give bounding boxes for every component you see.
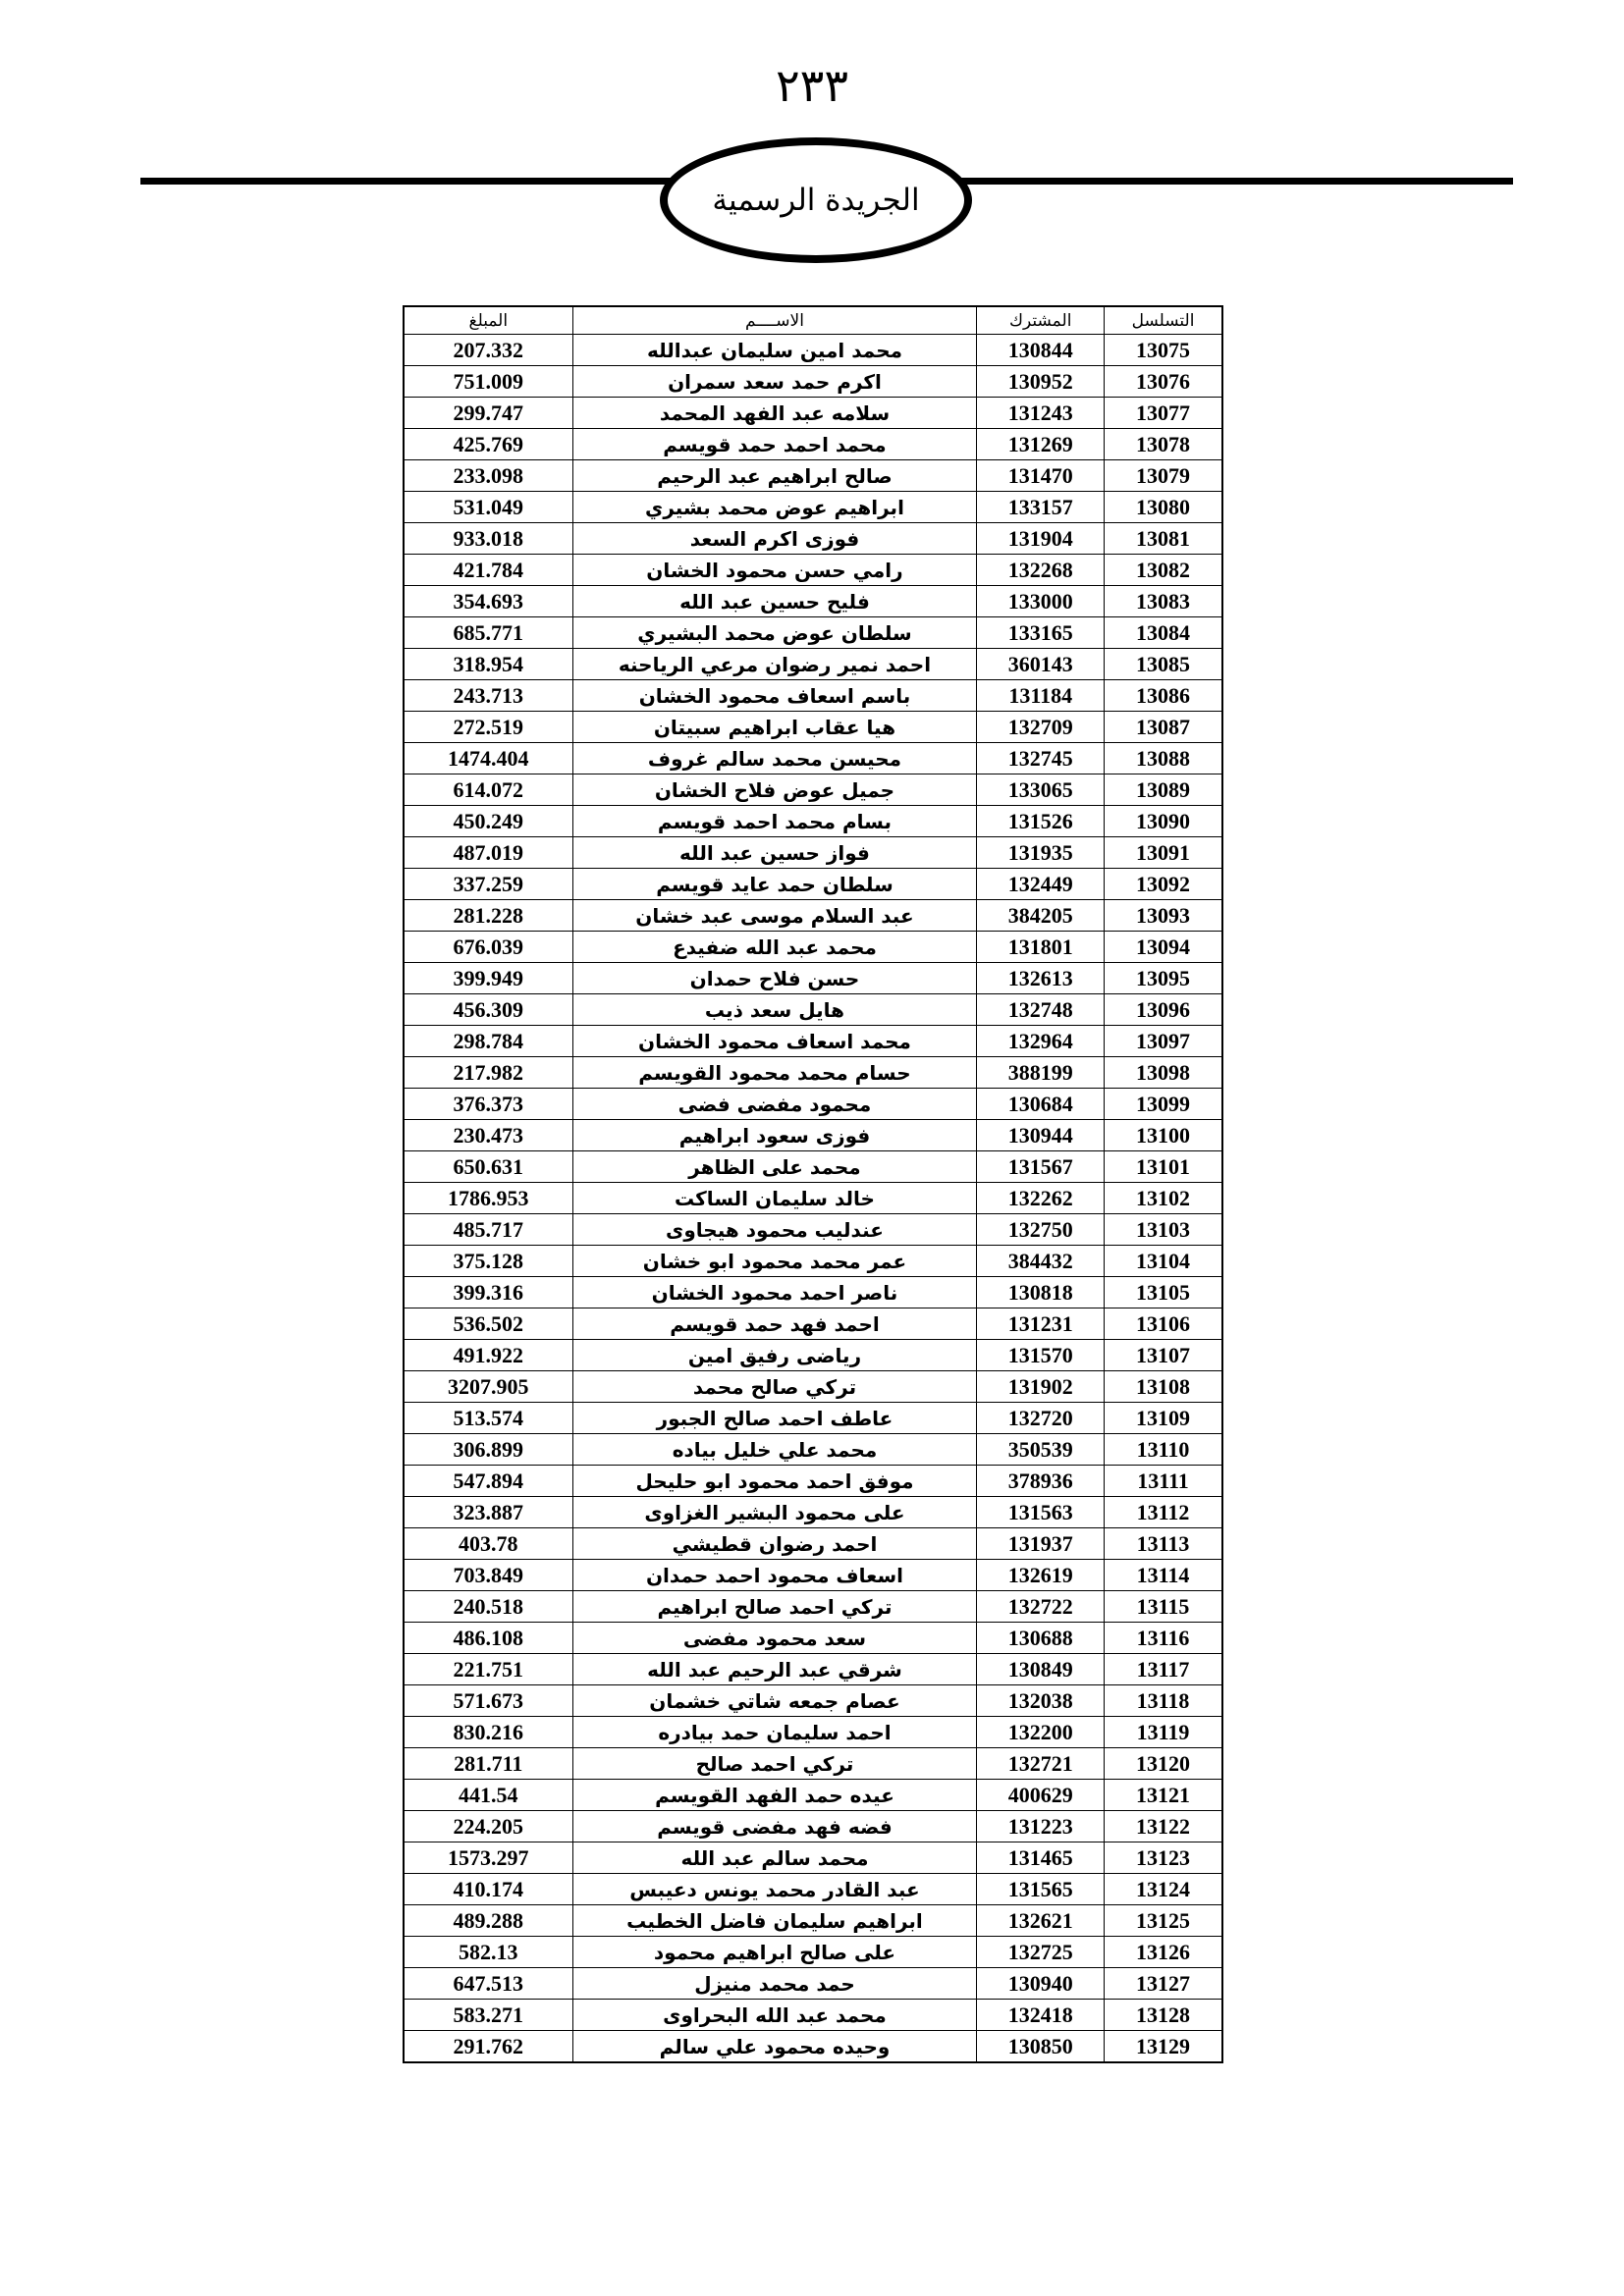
amount-cell: 281.711 xyxy=(404,1748,572,1780)
table-row xyxy=(404,1120,1222,1151)
amount-cell: 487.019 xyxy=(404,837,572,869)
subscriber-cell: 132621 xyxy=(977,1905,1105,1937)
serial-cell: 13083 xyxy=(1105,586,1222,617)
subscriber-cell: 132725 xyxy=(977,1937,1105,1968)
serial-cell: 13077 xyxy=(1105,398,1222,429)
subscriber-cell: 132709 xyxy=(977,712,1105,743)
subscriber-cell: 378936 xyxy=(977,1466,1105,1497)
subscriber-cell: 133165 xyxy=(977,617,1105,649)
serial-cell: 13086 xyxy=(1105,680,1222,712)
subscriber-cell: 132722 xyxy=(977,1591,1105,1623)
table-row xyxy=(404,837,1222,869)
name-cell: عاطف احمد صالح الجبور xyxy=(572,1403,977,1434)
name-cell: اكرم حمد سعد سمران xyxy=(572,366,977,398)
table-row xyxy=(404,1874,1222,1905)
serial-cell: 13097 xyxy=(1105,1026,1222,1057)
serial-cell: 13118 xyxy=(1105,1685,1222,1717)
amount-cell: 536.502 xyxy=(404,1308,572,1340)
name-cell: فواز حسين عبد الله xyxy=(572,837,977,869)
subscriber-cell: 132720 xyxy=(977,1403,1105,1434)
serial-cell: 13089 xyxy=(1105,774,1222,806)
table-row xyxy=(404,963,1222,994)
serial-cell: 13098 xyxy=(1105,1057,1222,1089)
serial-cell: 13110 xyxy=(1105,1434,1222,1466)
serial-cell: 13125 xyxy=(1105,1905,1222,1937)
table-row xyxy=(404,1026,1222,1057)
subscriber-cell: 132964 xyxy=(977,1026,1105,1057)
amount-cell: 375.128 xyxy=(404,1246,572,1277)
table-row xyxy=(404,1528,1222,1560)
serial-cell: 13109 xyxy=(1105,1403,1222,1434)
amount-cell: 291.762 xyxy=(404,2031,572,2063)
name-cell: فضه فهد مفضى قويسم xyxy=(572,1811,977,1842)
amount-cell: 1786.953 xyxy=(404,1183,572,1214)
subscriber-cell: 131565 xyxy=(977,1874,1105,1905)
amount-cell: 547.894 xyxy=(404,1466,572,1497)
serial-cell: 13123 xyxy=(1105,1842,1222,1874)
name-cell: تركي احمد صالح ابراهيم xyxy=(572,1591,977,1623)
table-row xyxy=(404,617,1222,649)
subscriber-cell: 132721 xyxy=(977,1748,1105,1780)
subscriber-cell: 131902 xyxy=(977,1371,1105,1403)
serial-cell: 13127 xyxy=(1105,1968,1222,2000)
column-header-amount: المبلغ xyxy=(404,306,572,335)
amount-cell: 337.259 xyxy=(404,869,572,900)
table-row xyxy=(404,1497,1222,1528)
subscriber-cell: 131223 xyxy=(977,1811,1105,1842)
name-cell: رامي حسن محمود الخشان xyxy=(572,555,977,586)
amount-cell: 647.513 xyxy=(404,1968,572,2000)
serial-cell: 13090 xyxy=(1105,806,1222,837)
name-cell: اسعاف محمود احمد حمدان xyxy=(572,1560,977,1591)
name-cell: حسن فلاح حمدان xyxy=(572,963,977,994)
name-cell: تركي احمد صالح xyxy=(572,1748,977,1780)
serial-cell: 13085 xyxy=(1105,649,1222,680)
serial-cell: 13084 xyxy=(1105,617,1222,649)
serial-cell: 13091 xyxy=(1105,837,1222,869)
name-cell: سلطان عوض محمد البشيري xyxy=(572,617,977,649)
name-cell: عمر محمد محمود ابو خشان xyxy=(572,1246,977,1277)
table-row xyxy=(404,1591,1222,1623)
amount-cell: 306.899 xyxy=(404,1434,572,1466)
table-row xyxy=(404,1089,1222,1120)
table-row xyxy=(404,806,1222,837)
name-cell: هيا عقاب ابراهيم سبيتان xyxy=(572,712,977,743)
table-row xyxy=(404,994,1222,1026)
name-cell: فوزى سعود ابراهيم xyxy=(572,1120,977,1151)
amount-cell: 650.631 xyxy=(404,1151,572,1183)
serial-cell: 13115 xyxy=(1105,1591,1222,1623)
subscriber-cell: 130684 xyxy=(977,1089,1105,1120)
page-number: ٢٣٣ xyxy=(775,59,849,112)
serial-cell: 13088 xyxy=(1105,743,1222,774)
name-cell: محمد احمد حمد قويسم xyxy=(572,429,977,460)
name-cell: محمد سالم عبد الله xyxy=(572,1842,977,1874)
amount-cell: 243.713 xyxy=(404,680,572,712)
table-row xyxy=(404,1717,1222,1748)
amount-cell: 221.751 xyxy=(404,1654,572,1685)
amount-cell: 614.072 xyxy=(404,774,572,806)
subscriber-cell: 130849 xyxy=(977,1654,1105,1685)
name-cell: محمد عبد الله البحراوى xyxy=(572,2000,977,2031)
name-cell: حمد محمد منيزل xyxy=(572,1968,977,2000)
table-row xyxy=(404,932,1222,963)
table-header-row xyxy=(404,306,1222,335)
table-row xyxy=(404,1434,1222,1466)
amount-cell: 450.249 xyxy=(404,806,572,837)
name-cell: وحيده محمود علي سالم xyxy=(572,2031,977,2063)
table-row xyxy=(404,743,1222,774)
subscriber-cell: 131465 xyxy=(977,1842,1105,1874)
table-row xyxy=(404,398,1222,429)
serial-cell: 13119 xyxy=(1105,1717,1222,1748)
serial-cell: 13087 xyxy=(1105,712,1222,743)
amount-cell: 376.373 xyxy=(404,1089,572,1120)
serial-cell: 13107 xyxy=(1105,1340,1222,1371)
subscriber-cell: 131937 xyxy=(977,1528,1105,1560)
amount-cell: 217.982 xyxy=(404,1057,572,1089)
amount-cell: 240.518 xyxy=(404,1591,572,1623)
subscriber-cell: 132745 xyxy=(977,743,1105,774)
subscriber-cell: 130850 xyxy=(977,2031,1105,2063)
name-cell: محيسن محمد سالم غروف xyxy=(572,743,977,774)
serial-cell: 13122 xyxy=(1105,1811,1222,1842)
amount-cell: 425.769 xyxy=(404,429,572,460)
serial-cell: 13124 xyxy=(1105,1874,1222,1905)
table-row xyxy=(404,1403,1222,1434)
name-cell: رياضى رفيق امين xyxy=(572,1340,977,1371)
name-cell: شرقي عبد الرحيم عبد الله xyxy=(572,1654,977,1685)
serial-cell: 13095 xyxy=(1105,963,1222,994)
amount-cell: 486.108 xyxy=(404,1623,572,1654)
subscriber-cell: 131801 xyxy=(977,932,1105,963)
serial-cell: 13116 xyxy=(1105,1623,1222,1654)
name-cell: عبد القادر محمد يونس دعيبس xyxy=(572,1874,977,1905)
table-row xyxy=(404,555,1222,586)
table-row xyxy=(404,774,1222,806)
subscriber-cell: 133157 xyxy=(977,492,1105,523)
masthead-oval xyxy=(660,137,972,263)
amount-cell: 485.717 xyxy=(404,1214,572,1246)
table-row xyxy=(404,1654,1222,1685)
subscriber-cell: 132200 xyxy=(977,1717,1105,1748)
table-row xyxy=(404,1466,1222,1497)
serial-cell: 13108 xyxy=(1105,1371,1222,1403)
table-row xyxy=(404,1308,1222,1340)
serial-cell: 13104 xyxy=(1105,1246,1222,1277)
subscriber-cell: 130844 xyxy=(977,335,1105,366)
table-row xyxy=(404,1246,1222,1277)
serial-cell: 13106 xyxy=(1105,1308,1222,1340)
subscriber-cell: 400629 xyxy=(977,1780,1105,1811)
name-cell: فليح حسين عبد الله xyxy=(572,586,977,617)
serial-cell: 13079 xyxy=(1105,460,1222,492)
serial-cell: 13113 xyxy=(1105,1528,1222,1560)
amount-cell: 410.174 xyxy=(404,1874,572,1905)
amount-cell: 399.316 xyxy=(404,1277,572,1308)
name-cell: صالح ابراهيم عبد الرحيم xyxy=(572,460,977,492)
name-cell: على صالح ابراهيم محمود xyxy=(572,1937,977,1968)
table-row xyxy=(404,2031,1222,2063)
name-cell: محمود مفضى فضى xyxy=(572,1089,977,1120)
table-row xyxy=(404,1842,1222,1874)
name-cell: بسام محمد احمد قويسم xyxy=(572,806,977,837)
serial-cell: 13103 xyxy=(1105,1214,1222,1246)
amount-cell: 281.228 xyxy=(404,900,572,932)
name-cell: محمد علي خليل بياده xyxy=(572,1434,977,1466)
subscriber-cell: 131935 xyxy=(977,837,1105,869)
table-row xyxy=(404,1968,1222,2000)
amount-cell: 298.784 xyxy=(404,1026,572,1057)
serial-cell: 13114 xyxy=(1105,1560,1222,1591)
subscriber-cell: 131231 xyxy=(977,1308,1105,1340)
serial-cell: 13117 xyxy=(1105,1654,1222,1685)
subscriber-cell: 132449 xyxy=(977,869,1105,900)
name-cell: احمد رضوان قطيشي xyxy=(572,1528,977,1560)
table-row xyxy=(404,1560,1222,1591)
table-row xyxy=(404,1151,1222,1183)
table-row xyxy=(404,1623,1222,1654)
amount-cell: 703.849 xyxy=(404,1560,572,1591)
subscriber-cell: 388199 xyxy=(977,1057,1105,1089)
subscriber-cell: 132038 xyxy=(977,1685,1105,1717)
subscriber-cell: 384205 xyxy=(977,900,1105,932)
subscriber-cell: 131567 xyxy=(977,1151,1105,1183)
table-row xyxy=(404,1811,1222,1842)
subscriber-cell: 132748 xyxy=(977,994,1105,1026)
amount-cell: 531.049 xyxy=(404,492,572,523)
subscriber-cell: 131526 xyxy=(977,806,1105,837)
subscriber-cell: 131184 xyxy=(977,680,1105,712)
table-row xyxy=(404,1685,1222,1717)
serial-cell: 13075 xyxy=(1105,335,1222,366)
name-cell: على محمود البشير الغزاوى xyxy=(572,1497,977,1528)
subscriber-cell: 131570 xyxy=(977,1340,1105,1371)
subscriber-cell: 131563 xyxy=(977,1497,1105,1528)
table-row xyxy=(404,586,1222,617)
table-row xyxy=(404,869,1222,900)
subscriber-cell: 384432 xyxy=(977,1246,1105,1277)
amount-cell: 571.673 xyxy=(404,1685,572,1717)
serial-cell: 13100 xyxy=(1105,1120,1222,1151)
serial-cell: 13101 xyxy=(1105,1151,1222,1183)
subscriber-cell: 132613 xyxy=(977,963,1105,994)
table-row xyxy=(404,1277,1222,1308)
table-row xyxy=(404,649,1222,680)
amount-cell: 421.784 xyxy=(404,555,572,586)
amount-cell: 224.205 xyxy=(404,1811,572,1842)
serial-cell: 13105 xyxy=(1105,1277,1222,1308)
name-cell: سلطان حمد عايد قويسم xyxy=(572,869,977,900)
name-cell: عبد السلام موسى عبد خشان xyxy=(572,900,977,932)
table-row xyxy=(404,2000,1222,2031)
table-row xyxy=(404,1371,1222,1403)
amount-cell: 354.693 xyxy=(404,586,572,617)
subscriber-cell: 133000 xyxy=(977,586,1105,617)
name-cell: جميل عوض فلاح الخشان xyxy=(572,774,977,806)
subscriber-cell: 130952 xyxy=(977,366,1105,398)
name-cell: سعد محمود مفضى xyxy=(572,1623,977,1654)
subscriber-cell: 130688 xyxy=(977,1623,1105,1654)
amount-cell: 230.473 xyxy=(404,1120,572,1151)
name-cell: باسم اسعاف محمود الخشان xyxy=(572,680,977,712)
table-row xyxy=(404,1057,1222,1089)
name-cell: ناصر احمد محمود الخشان xyxy=(572,1277,977,1308)
table-row xyxy=(404,1748,1222,1780)
name-cell: فوزى اكرم السعد xyxy=(572,523,977,555)
name-cell: موفق احمد محمود ابو حليحل xyxy=(572,1466,977,1497)
table-row xyxy=(404,680,1222,712)
serial-cell: 13096 xyxy=(1105,994,1222,1026)
subscriber-cell: 132262 xyxy=(977,1183,1105,1214)
table-row xyxy=(404,900,1222,932)
amount-cell: 933.018 xyxy=(404,523,572,555)
table-row xyxy=(404,1340,1222,1371)
serial-cell: 13082 xyxy=(1105,555,1222,586)
subscriber-cell: 131904 xyxy=(977,523,1105,555)
name-cell: عيده حمد الفهد القويسم xyxy=(572,1780,977,1811)
table-row xyxy=(404,1214,1222,1246)
subscriber-cell: 131269 xyxy=(977,429,1105,460)
amount-cell: 1474.404 xyxy=(404,743,572,774)
subscriber-cell: 131243 xyxy=(977,398,1105,429)
serial-cell: 13129 xyxy=(1105,2031,1222,2063)
name-cell: محمد امين سليمان عبدالله xyxy=(572,335,977,366)
amount-cell: 676.039 xyxy=(404,932,572,963)
serial-cell: 13094 xyxy=(1105,932,1222,963)
serial-cell: 13102 xyxy=(1105,1183,1222,1214)
amount-cell: 685.771 xyxy=(404,617,572,649)
serial-cell: 13093 xyxy=(1105,900,1222,932)
amount-cell: 583.271 xyxy=(404,2000,572,2031)
serial-cell: 13080 xyxy=(1105,492,1222,523)
amount-cell: 491.922 xyxy=(404,1340,572,1371)
table-row xyxy=(404,523,1222,555)
column-header-subscriber: المشترك xyxy=(977,306,1105,335)
subscriber-cell: 350539 xyxy=(977,1434,1105,1466)
name-cell: احمد سليمان حمد بيادره xyxy=(572,1717,977,1748)
table-row xyxy=(404,492,1222,523)
serial-cell: 13092 xyxy=(1105,869,1222,900)
serial-cell: 13128 xyxy=(1105,2000,1222,2031)
amount-cell: 830.216 xyxy=(404,1717,572,1748)
column-header-serial: التسلسل xyxy=(1105,306,1222,335)
serial-cell: 13099 xyxy=(1105,1089,1222,1120)
serial-cell: 13111 xyxy=(1105,1466,1222,1497)
name-cell: ابراهيم عوض محمد بشيري xyxy=(572,492,977,523)
amount-cell: 3207.905 xyxy=(404,1371,572,1403)
table-row xyxy=(404,712,1222,743)
name-cell: سلامه عبد الفهد المحمد xyxy=(572,398,977,429)
table-row xyxy=(404,335,1222,366)
amount-cell: 403.78 xyxy=(404,1528,572,1560)
name-cell: خالد سليمان الساكت xyxy=(572,1183,977,1214)
serial-cell: 13076 xyxy=(1105,366,1222,398)
name-cell: محمد عبد الله ضفيدع xyxy=(572,932,977,963)
subscriber-cell: 130940 xyxy=(977,1968,1105,2000)
amount-cell: 513.574 xyxy=(404,1403,572,1434)
table-row xyxy=(404,1937,1222,1968)
amount-cell: 399.949 xyxy=(404,963,572,994)
subscriber-cell: 130818 xyxy=(977,1277,1105,1308)
amount-cell: 489.288 xyxy=(404,1905,572,1937)
amount-cell: 441.54 xyxy=(404,1780,572,1811)
name-cell: احمد نمير رضوان مرعي الرياحنه xyxy=(572,649,977,680)
masthead-title: الجريدة الرسمية xyxy=(712,183,920,218)
subscriber-cell: 131470 xyxy=(977,460,1105,492)
name-cell: ابراهيم سليمان فاضل الخطيب xyxy=(572,1905,977,1937)
table-row xyxy=(404,1905,1222,1937)
name-cell: هايل سعد ذيب xyxy=(572,994,977,1026)
table-row xyxy=(404,1780,1222,1811)
amount-cell: 299.747 xyxy=(404,398,572,429)
amount-cell: 751.009 xyxy=(404,366,572,398)
subscriber-cell: 130944 xyxy=(977,1120,1105,1151)
amount-cell: 272.519 xyxy=(404,712,572,743)
subscriber-cell: 132268 xyxy=(977,555,1105,586)
name-cell: احمد فهد حمد قويسم xyxy=(572,1308,977,1340)
subscriber-cell: 133065 xyxy=(977,774,1105,806)
amount-cell: 207.332 xyxy=(404,335,572,366)
serial-cell: 13121 xyxy=(1105,1780,1222,1811)
serial-cell: 13120 xyxy=(1105,1748,1222,1780)
name-cell: محمد على الظاهر xyxy=(572,1151,977,1183)
table-row xyxy=(404,429,1222,460)
subscriber-cell: 360143 xyxy=(977,649,1105,680)
name-cell: حسام محمد محمود القويسم xyxy=(572,1057,977,1089)
subscriber-cell: 132418 xyxy=(977,2000,1105,2031)
subscribers-table xyxy=(403,305,1223,2063)
table-row xyxy=(404,366,1222,398)
serial-cell: 13112 xyxy=(1105,1497,1222,1528)
name-cell: عندليب محمود هيجاوى xyxy=(572,1214,977,1246)
amount-cell: 323.887 xyxy=(404,1497,572,1528)
name-cell: تركي صالح محمد xyxy=(572,1371,977,1403)
table-body xyxy=(404,335,1222,2063)
column-header-name: الاســــم xyxy=(572,306,977,335)
amount-cell: 1573.297 xyxy=(404,1842,572,1874)
name-cell: محمد اسعاف محمود الخشان xyxy=(572,1026,977,1057)
subscriber-cell: 132619 xyxy=(977,1560,1105,1591)
name-cell: عصام جمعه شاتي خشمان xyxy=(572,1685,977,1717)
table-row xyxy=(404,1183,1222,1214)
amount-cell: 233.098 xyxy=(404,460,572,492)
table-row xyxy=(404,460,1222,492)
amount-cell: 582.13 xyxy=(404,1937,572,1968)
subscriber-cell: 132750 xyxy=(977,1214,1105,1246)
serial-cell: 13081 xyxy=(1105,523,1222,555)
amount-cell: 318.954 xyxy=(404,649,572,680)
serial-cell: 13078 xyxy=(1105,429,1222,460)
serial-cell: 13126 xyxy=(1105,1937,1222,1968)
amount-cell: 456.309 xyxy=(404,994,572,1026)
